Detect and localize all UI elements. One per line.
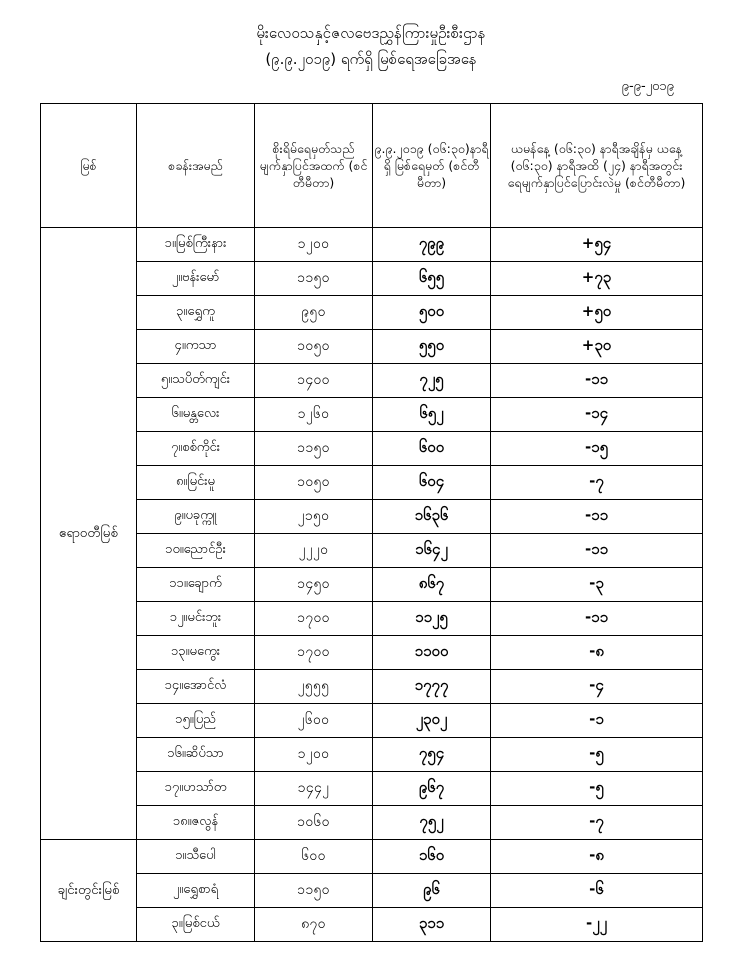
- station-name: ၁။သီပေါ: [137, 840, 255, 874]
- table-row: [41, 568, 703, 602]
- station-name: ၃။ရွှေကူ: [137, 296, 255, 330]
- header-date: ၉-၉-၂၀၁၉: [621, 79, 674, 94]
- water-level: ၇၂၅: [373, 364, 491, 398]
- table-row: [41, 432, 703, 466]
- danger-level: ၂၁၅၀: [255, 500, 373, 534]
- danger-level: ၂၅၅၅: [255, 670, 373, 704]
- station-name: ၃။မြစ်ငယ်: [137, 908, 255, 942]
- level-change: -၅: [491, 772, 703, 806]
- danger-level: ၁၂၆၀: [255, 398, 373, 432]
- water-level: ၆၅၅: [373, 262, 491, 296]
- table-row: [41, 874, 703, 908]
- station-name: ၁၁။ချောက်: [137, 568, 255, 602]
- level-change: -၂၂: [491, 908, 703, 942]
- water-level: ၅၅၀: [373, 330, 491, 364]
- level-change: -၁၁: [491, 602, 703, 636]
- danger-level: ၁၂၀၀: [255, 228, 373, 262]
- water-level: ၃၁၁: [373, 908, 491, 942]
- danger-level: ၁၂၀၀: [255, 738, 373, 772]
- table-row: [41, 534, 703, 568]
- column-header-level: ၉.၉.၂၀၁၉ (၀၆:၃၀)နာရီရှိ မြစ်ရေမှတ် (စင်တီမီတာ): [373, 104, 491, 228]
- table-row: [41, 398, 703, 432]
- level-change: -၁: [491, 704, 703, 738]
- table-row: [41, 772, 703, 806]
- station-name: ၁၂။မင်းဘူး: [137, 602, 255, 636]
- table-row: [41, 330, 703, 364]
- station-name: ၉။ပခုက္ကူ: [137, 500, 255, 534]
- danger-level: ၂၂၂၀: [255, 534, 373, 568]
- river-group-label: ဧရာဝတီမြစ်: [41, 228, 137, 840]
- danger-level: ၁၀၆၀: [255, 806, 373, 840]
- water-level: ၁၇၇၇: [373, 670, 491, 704]
- water-level: ၆၀၀: [373, 432, 491, 466]
- level-change: -၄: [491, 670, 703, 704]
- level-change: +၃၀: [491, 330, 703, 364]
- table-header-row: [41, 104, 703, 228]
- station-name: ၁၀။ညောင်ဦး: [137, 534, 255, 568]
- column-header-station: စခန်းအမည်: [137, 104, 255, 228]
- table-row: [41, 738, 703, 772]
- danger-level: ၁၇၀၀: [255, 602, 373, 636]
- water-level: ၇၉၉: [373, 228, 491, 262]
- station-name: ၁၈။ဇလွန်: [137, 806, 255, 840]
- danger-level: ၁၀၅၀: [255, 330, 373, 364]
- water-level: ၁၁၀၀: [373, 636, 491, 670]
- station-name: ၁၃။မကွေး: [137, 636, 255, 670]
- station-name: ၆။မန္တလေး: [137, 398, 255, 432]
- water-level: ၁၆၃၆: [373, 500, 491, 534]
- station-name: ၁၄။အောင်လံ: [137, 670, 255, 704]
- table-row: [41, 228, 703, 262]
- water-level: ၉၆၇: [373, 772, 491, 806]
- water-level: ၈၆၇: [373, 568, 491, 602]
- danger-level: ၁၁၅၀: [255, 262, 373, 296]
- table-row: [41, 262, 703, 296]
- danger-level: ၁၀၅၀: [255, 466, 373, 500]
- water-level: ၆၀၄: [373, 466, 491, 500]
- table-body: [41, 228, 703, 942]
- station-name: ၁၆။ဆိပ်သာ: [137, 738, 255, 772]
- danger-level: ၆၀၀: [255, 840, 373, 874]
- danger-level: ၈၇၀: [255, 908, 373, 942]
- water-level: ၁၆၀: [373, 840, 491, 874]
- column-header-danger: စိုးရိမ်ရေမှတ်သည် မျက်နှာပြင်အထက် (စင်တီမီတာ): [255, 104, 373, 228]
- river-level-table: [40, 103, 703, 942]
- danger-level: ၁၄၀၀: [255, 364, 373, 398]
- level-change: -၇: [491, 806, 703, 840]
- table-header: [41, 104, 703, 228]
- station-name: ၁။မြစ်ကြီးနား: [137, 228, 255, 262]
- station-name: ၈။မြင်းမူ: [137, 466, 255, 500]
- station-name: ၅။သပိတ်ကျင်း: [137, 364, 255, 398]
- water-level: ၅၀၀: [373, 296, 491, 330]
- table-row: [41, 296, 703, 330]
- table-row: [41, 908, 703, 942]
- level-change: -၈: [491, 636, 703, 670]
- level-change: -၆: [491, 874, 703, 908]
- level-change: -၁၅: [491, 432, 703, 466]
- water-level: ၂၃၀၂: [373, 704, 491, 738]
- column-header-change: ယမန်နေ့ (၀၆:၃၀) နာရီအချိန်မှ ယနေ့ (၀၆:၃၀) နာရီအထိ (၂၄) နာရီအတွင်း ရေမျက်နှာပြင်ပြောင်းလဲမှု (စင်တီမီတာ): [491, 104, 703, 228]
- station-name: ၁၇။ဟသာ်တ: [137, 772, 255, 806]
- table-row: [41, 364, 703, 398]
- danger-level: ၁၁၅၀: [255, 432, 373, 466]
- table-row: [41, 466, 703, 500]
- document-header: [40, 22, 702, 70]
- level-change: -၁၁: [491, 364, 703, 398]
- water-level: ၉၆: [373, 874, 491, 908]
- level-change: -၁၄: [491, 398, 703, 432]
- table-row: [41, 840, 703, 874]
- danger-level: ၉၅၀: [255, 296, 373, 330]
- station-name: ၄။ကသာ: [137, 330, 255, 364]
- level-change: +၇၃: [491, 262, 703, 296]
- header-line2: (၉.၉.၂၀၁၉) ရက်ရှိ မြစ်ရေအခြေအနေ: [265, 50, 477, 68]
- station-name: ၁၅။ပြည်: [137, 704, 255, 738]
- table-row: [41, 704, 703, 738]
- table-row: [41, 636, 703, 670]
- danger-level: ၁၄၅၀: [255, 568, 373, 602]
- station-name: ၂။ရွှေစာရံ: [137, 874, 255, 908]
- level-change: -၁၁: [491, 534, 703, 568]
- water-level: ၁၁၂၅: [373, 602, 491, 636]
- danger-level: ၁၄၄၂: [255, 772, 373, 806]
- header-line1: မိုးလေဝသနှင့်ဇလဗေဒညွှန်ကြားမှုဦးစီးဌာန: [256, 24, 486, 42]
- table-row: [41, 500, 703, 534]
- danger-level: ၁၇၀၀: [255, 636, 373, 670]
- danger-level: ၁၁၅၀: [255, 874, 373, 908]
- water-level: ၆၅၂: [373, 398, 491, 432]
- level-change: -၃: [491, 568, 703, 602]
- table-row: [41, 602, 703, 636]
- table-row: [41, 670, 703, 704]
- level-change: +၅၀: [491, 296, 703, 330]
- station-name: ၂။ဗန်းမော်: [137, 262, 255, 296]
- level-change: +၅၄: [491, 228, 703, 262]
- station-name: ၇။စစ်ကိုင်း: [137, 432, 255, 466]
- river-group-label: ချင်းတွင်းမြစ်: [41, 840, 137, 942]
- level-change: -၈: [491, 840, 703, 874]
- danger-level: ၂၆၀၀: [255, 704, 373, 738]
- column-header-river: မြစ်: [41, 104, 137, 228]
- water-level: ၁၆၄၂: [373, 534, 491, 568]
- water-level: ၇၅၄: [373, 738, 491, 772]
- level-change: -၅: [491, 738, 703, 772]
- level-change: -၁၁: [491, 500, 703, 534]
- level-change: -၇: [491, 466, 703, 500]
- water-level: ၇၅၂: [373, 806, 491, 840]
- table-row: [41, 806, 703, 840]
